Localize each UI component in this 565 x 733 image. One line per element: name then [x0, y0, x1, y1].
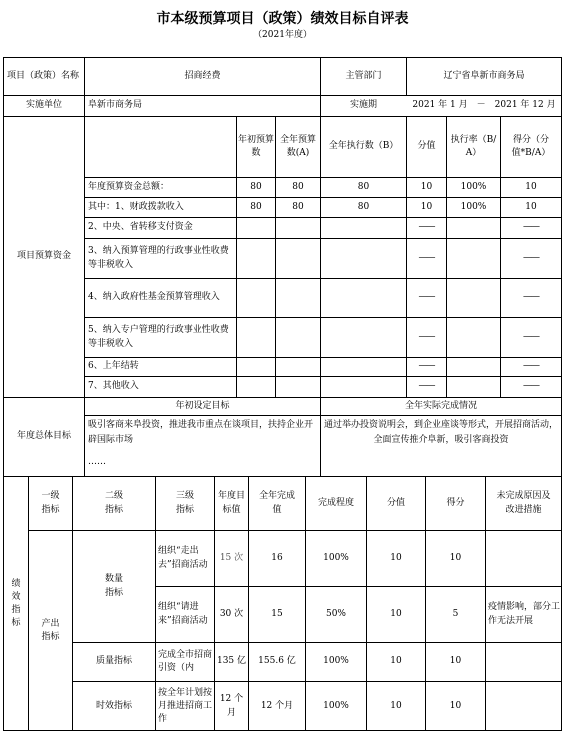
perf-row-score-value: 10: [390, 700, 402, 711]
performance-section-label: 绩效指标: [11, 578, 21, 629]
budget-section-label: 项目预算资金: [16, 251, 71, 262]
perf-row-target: 12 个月: [219, 694, 244, 718]
perf-row-reason: [486, 643, 561, 681]
perf-row-level3: 组织“走出去”招商活动: [158, 546, 208, 570]
budget-row-exec-rate: 100%: [460, 201, 487, 212]
form-title: 市本级预算项目（政策）绩效目标自评表: [156, 11, 409, 27]
perf-row-target: 15 次: [219, 552, 244, 563]
goals-initial-header: 年初设定目标: [175, 400, 230, 411]
budget-row-score-value: ——: [418, 222, 435, 233]
goals-actual-header: 全年实际完成情况: [404, 400, 477, 411]
perf-row-degree: 100%: [323, 552, 349, 563]
budget-row-score-value: ——: [418, 292, 435, 303]
project-name-label: 项目（政策）名称: [7, 70, 80, 81]
perf-row-score: 10: [449, 700, 462, 711]
perf-row-score: 10: [449, 656, 462, 667]
perf-header-target: 年度目标值: [217, 491, 245, 515]
goals-actual-text: 通过举办投资说明会，到企业座谈等形式，开展招商活动，全面宣传推介阜新，吸引客商投资: [323, 420, 558, 446]
dept-value: 辽宁省阜新市商务局: [443, 70, 525, 81]
budget-row-score-value: ——: [418, 361, 435, 372]
budget-row-score: 10: [525, 181, 537, 192]
dept-label: 主管部门: [345, 70, 382, 81]
goals-initial-ellipsis: ……: [88, 457, 106, 467]
header-initial-budget: 年初预算数: [238, 134, 275, 158]
perf-header-level1: 一级指标: [41, 491, 60, 515]
perf-row-degree: 100%: [323, 656, 349, 667]
budget-row-score: 10: [525, 201, 537, 212]
goals-initial-text: 吸引客商来阜投资，推进我市重点在谈项目，扶持企业开辟国际市场: [88, 420, 314, 446]
unit-label: 实施单位: [25, 100, 62, 111]
grid-line: [84, 415, 562, 416]
header-score: 得分（分值*B/A）: [511, 134, 551, 158]
perf-row-actual: 155.6 亿: [258, 656, 296, 667]
perf-row-score-value: 10: [390, 656, 402, 667]
budget-row-label: 5、纳入专户管理的行政事业性收费等非税收入: [88, 325, 229, 349]
perf-header-degree: 完成程度: [317, 497, 354, 508]
perf-row-level3: 组织“请进来”招商活动: [158, 602, 208, 626]
budget-row-label: 其中：1、财政拨款收入: [88, 201, 184, 212]
project-name-value: 招商经费: [184, 70, 221, 81]
perf-header-level2: 二级指标: [104, 491, 123, 515]
perf-header-score-value: 分值: [386, 497, 405, 508]
header-exec-rate: 执行率（B/A）: [450, 134, 497, 158]
budget-row-score: ——: [523, 292, 539, 303]
form-subtitle: （2021年度）: [253, 30, 312, 40]
perf-header-score: 得分: [446, 497, 465, 508]
header-score-value: 分值: [417, 141, 436, 152]
budget-row-initial: 80: [250, 181, 262, 192]
header-executed: 全年执行数（B）: [328, 141, 399, 152]
perf-row-degree: 50%: [325, 608, 346, 619]
perf-header-level3: 三级指标: [175, 491, 194, 515]
budget-row-score: ——: [523, 252, 539, 263]
budget-row-score-value: 10: [420, 181, 433, 192]
perf-header-reason: 未完成原因及改进措施: [496, 491, 551, 515]
perf-level1-output: 产出指标: [41, 618, 60, 642]
budget-row-executed: 80: [357, 201, 370, 212]
budget-row-score-value: ——: [418, 381, 435, 392]
budget-row-score-value: ——: [418, 252, 435, 263]
perf-level2-time: 时效指标: [95, 700, 132, 711]
perf-row-level3: 完成全市招商引资（内: [158, 649, 213, 673]
perf-row-actual: 16: [271, 552, 283, 563]
budget-row-initial: 80: [250, 201, 262, 212]
perf-row-degree: 100%: [323, 700, 349, 711]
budget-row-score: ——: [523, 222, 539, 233]
perf-level2-quality: 质量指标: [95, 656, 132, 667]
budget-row-label: 2、中央、省转移支付资金: [88, 222, 193, 233]
header-full-year-budget: 全年预算数(A): [279, 134, 316, 158]
budget-row-score-value: ——: [418, 331, 435, 342]
perf-row-score-value: 10: [390, 608, 402, 619]
budget-row-full-year: 80: [292, 181, 304, 192]
budget-row-exec-rate: 100%: [460, 181, 487, 192]
budget-row-label: 3、纳入预算管理的行政事业性收费等非税收入: [88, 246, 229, 270]
budget-row-label: 4、纳入政府性基金预算管理收入: [88, 292, 220, 303]
budget-row-full-year: 80: [292, 201, 304, 212]
budget-row-label: 年度预算资金总额：: [88, 181, 170, 192]
budget-row-score: ——: [523, 331, 539, 342]
goals-section-label: 年度总体目标: [16, 431, 71, 442]
perf-row-level3: 按全年计划按月推进招商工作: [158, 687, 213, 725]
perf-row-score-value: 10: [390, 552, 402, 563]
budget-row-label: 6、上年结转: [88, 361, 139, 372]
budget-row-label: 7、其他收入: [88, 381, 139, 392]
budget-row-executed: 80: [357, 181, 370, 192]
perf-row-target: 135 亿: [216, 656, 247, 667]
budget-row-score-value: 10: [420, 201, 433, 212]
period-label: 实施期: [349, 100, 377, 111]
perf-row-actual: 15: [271, 608, 283, 619]
unit-value: 阜新市商务局: [88, 100, 143, 111]
perf-row-reason: [486, 531, 561, 586]
budget-row-score: ——: [523, 381, 539, 392]
perf-row-score: 5: [452, 608, 459, 619]
perf-row-reason: [486, 682, 561, 731]
perf-row-score: 10: [449, 552, 462, 563]
perf-header-actual: 全年完成值: [259, 491, 296, 515]
budget-row-score: ——: [523, 361, 539, 372]
perf-row-target: 30 次: [219, 608, 244, 619]
perf-row-reason: 疫情影响，部分工作无法开展: [488, 602, 561, 626]
period-value: 2021 年 1 月 － 2021 年 12 月: [412, 100, 556, 111]
perf-row-actual: 12 个月: [260, 700, 294, 711]
perf-level2-quantity: 数量指标: [104, 574, 123, 598]
